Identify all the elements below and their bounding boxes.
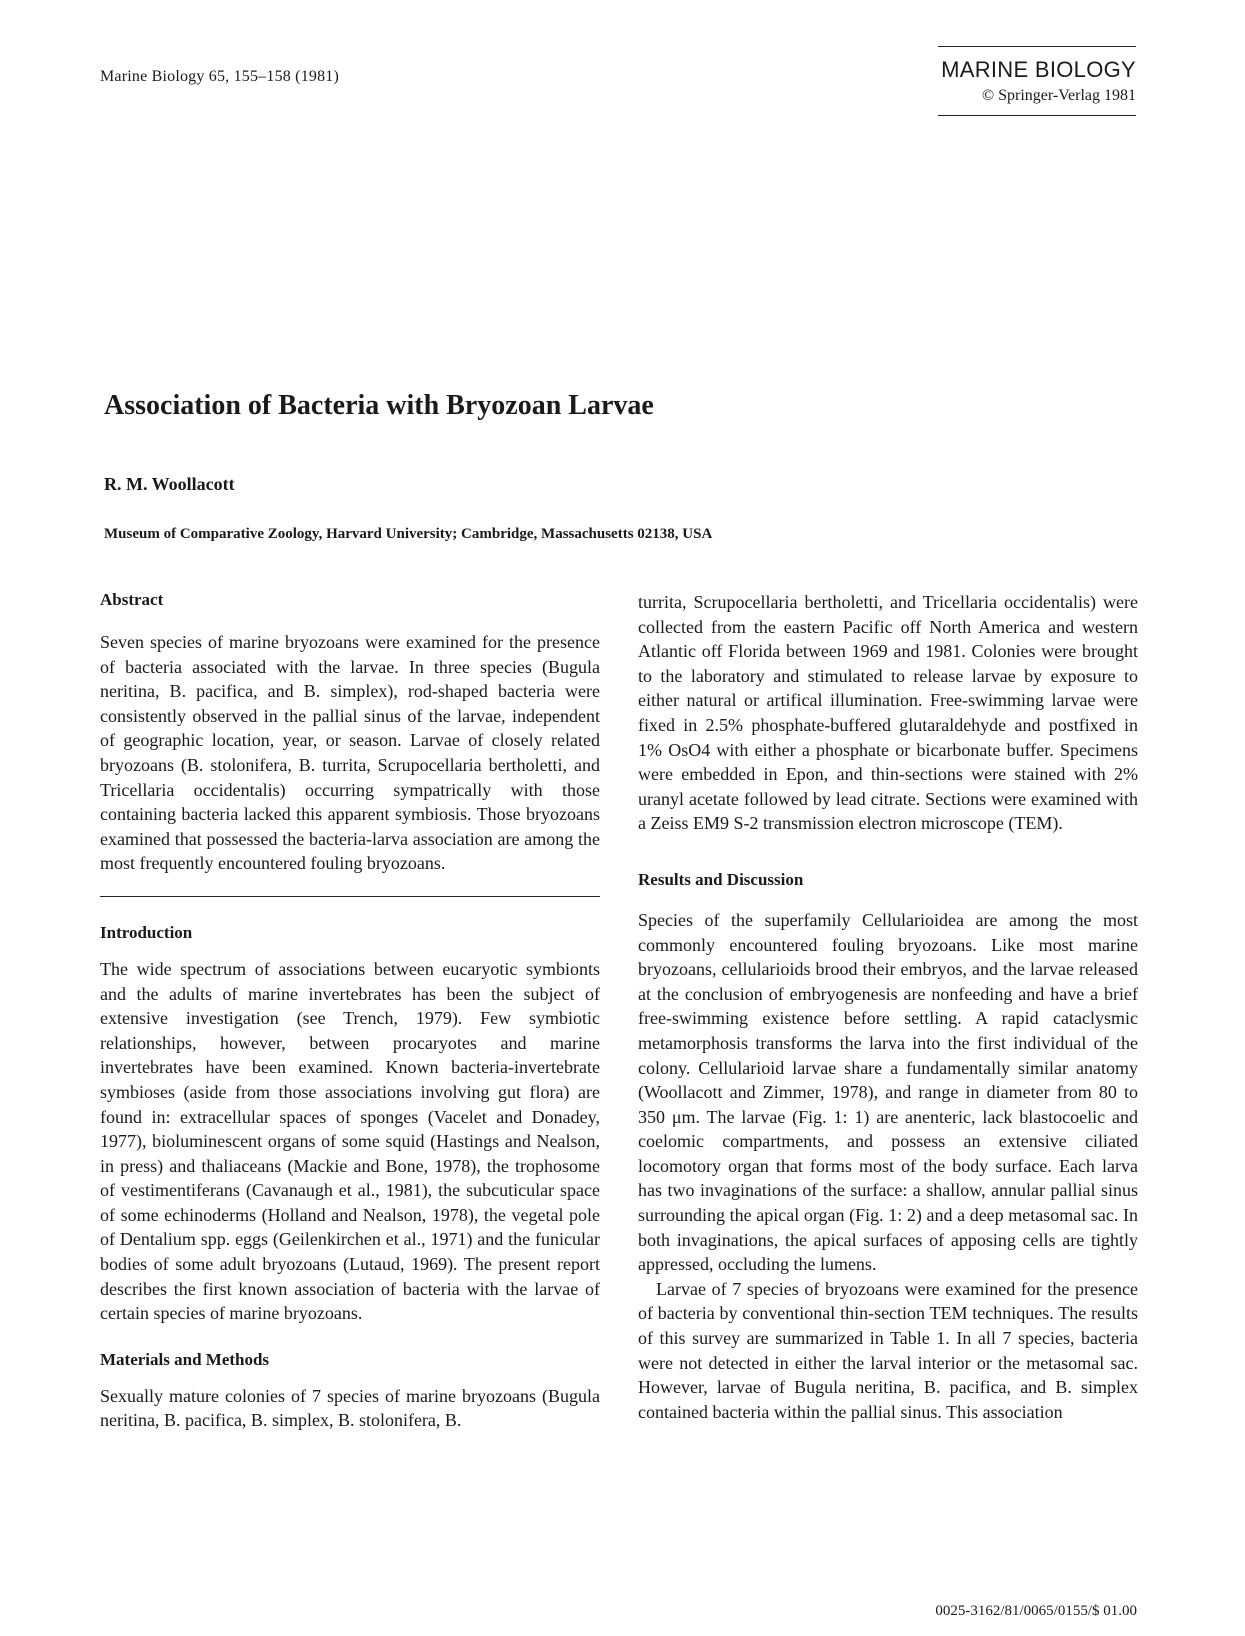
journal-masthead (938, 46, 1136, 116)
author-affiliation: Museum of Comparative Zoology, Harvard University; Cambridge, Massachusetts 02138, USA (104, 526, 713, 542)
article-title: Association of Bacteria with Bryozoan Larvae (104, 390, 654, 421)
results-paragraph-2: Larvae of 7 species of bryozoans were examined for the presence of bacteria by conventional thin-section TEM techniques. The results of this survey are summarized in Table 1. In all 7 species, bacteria were not detected in either the larval interior or the metasomal sac. However, larvae of Bugula neritina, B. pacifica, and B. simplex contained bacteria within the pallial sinus. This association (638, 1278, 1138, 1422)
publisher-copyright: © Springer-Verlag 1981 (981, 87, 1136, 104)
results-heading: Results and Discussion (638, 869, 804, 889)
journal-name: MARINE BIOLOGY (941, 57, 1136, 82)
left-column (100, 590, 600, 1433)
article-code: 0025-3162/81/0065/0155/$ 01.00 (935, 1603, 1137, 1619)
abstract-text: Seven species of marine bryozoans were examined for the presence of bacteria associated with the larvae. In three species (Bugula neritina, B. pacifica, and B. simplex), rod-shaped bacteria were consistently observed in the pallial sinus of the larvae, independent of geographic location, year, or season. Larvae of closely related bryozoans (B. stolonifera, B. turrita, Scrupocellaria bertholetti, and Tricellaria occidentalis) occurring sympatrically with those containing bacteria lacked this apparent symbiosis. Those bryozoans examined that possessed the bacteria-larva association are among the most frequently encountered fouling bryozoans. (100, 632, 600, 874)
methods-text-left: Sexually mature colonies of 7 species of marine bryozoans (Bugula neritina, B. pacifica, B. simplex, B. stolonifera, B. (100, 1385, 600, 1431)
journal-citation: Marine Biology 65, 155–158 (1981) (100, 68, 340, 85)
masthead-bottom-rule (938, 115, 1136, 116)
introduction-heading: Introduction (100, 922, 193, 942)
right-column (638, 590, 1138, 1424)
masthead-top-rule (938, 46, 1136, 47)
abstract-heading: Abstract (100, 590, 164, 609)
article-author: R. M. Woollacott (104, 474, 235, 494)
results-paragraph-1: Species of the superfamily Cellularioidea are among the most commonly encountered fouling bryozoans. Like most marine bryozoans, cellularioids brood their embryos, and the larvae released at the conclusion of embryogenesis are nonfeeding and have a brief free-swimming existence before settling. A rapid cataclysmic metamorphosis transforms the larva into the first individual of the colony. Cellularioid larvae share a fundamentally similar anatomy (Woollacott and Zimmer, 1978), and range in diameter from 80 to 350 μm. The larvae (Fig. 1: 1) are anenteric, lack blastocoelic and coelomic compartments, and possess an extensive ciliated locomotory organ that forms most of the body surface. Each larva has two invaginations of the surface: a shallow, annular pallial sinus surrounding the apical organ (Fig. 1: 2) and a deep metasomal sac. In both invaginations, the apical surfaces of apposing cells are tightly appressed, occluding the lumens. (638, 909, 1138, 1275)
introduction-text: The wide spectrum of associations between eucaryotic symbionts and the adults of marine invertebrates has been the subject of extensive investigation (see Trench, 1979). Few symbiotic relationships, however, between procaryotes and marine invertebrates have been examined. Known bacteria-invertebrate symbioses (aside from those associations involving gut flora) are found in: extracellular spaces of sponges (Vacelet and Donadey, 1977), bioluminescent organs of some squid (Hastings and Nealson, in press) and thaliaceans (Mackie and Bone, 1978), the trophosome of vestimentiferans (Cavanaugh et al., 1981), the subcuticular space of some echinoderms (Holland and Nealson, 1978), the vegetal pole of Dentalium spp. eggs (Geilenkirchen et al., 1971) and the funicular bodies of some adult bryozoans (Lutaud, 1969). The present report describes the first known association of bacteria with the larvae of certain species of marine bryozoans. (100, 958, 600, 1324)
methods-text-right: turrita, Scrupocellaria bertholetti, and Tricellaria occidentalis) were collected from the eastern Pacific off North America and western Atlantic off Florida between 1969 and 1981. Colonies were brought to the laboratory and stimulated to release larvae by exposure to either natural or artifical illumination. Free-swimming larvae were fixed in 2.5% phosphate-buffered glutaraldehyde and postfixed in 1% OsO4 with either a phosphate or bicarbonate buffer. Specimens were embedded in Epon, and thin-sections were stained with 2% uranyl acetate followed by lead citrate. Sections were examined with a Zeiss EM9 S-2 transmission electron microscope (TEM). (638, 592, 1138, 834)
methods-heading: Materials and Methods (100, 1349, 270, 1369)
